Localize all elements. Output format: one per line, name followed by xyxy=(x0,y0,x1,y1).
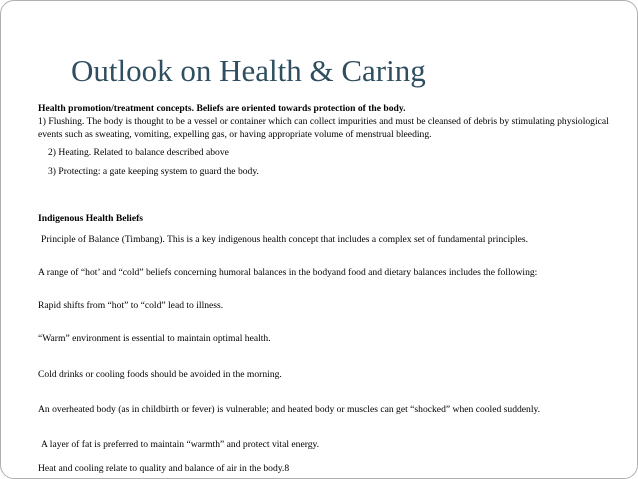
heading-health-promotion: Health promotion/treatment concepts. Beliefs are oriented towards protection of the body. xyxy=(38,103,406,114)
paragraph-protecting: 3) Protecting: a gate keeping system to guard the body. xyxy=(48,166,259,177)
paragraph-flushing: 1) Flushing. The body is thought to be a vessel or container which can collect impurities and must be cleansed of debris by stimulating physiological events such as sweating, vomiting, expelling gas, or having appropriate volume of menstrual bleeding. xyxy=(38,116,609,140)
paragraph-hot-cold: A range of “hot’ and “cold” beliefs concerning humoral balances in the bodyand food and dietary balances includes the following: xyxy=(38,267,538,278)
paragraph-fat-layer: A layer of fat is preferred to maintain “warmth” and protect vital energy. xyxy=(41,439,320,450)
paragraph-heat-cooling: Heat and cooling relate to quality and balance of air in the body.8 xyxy=(38,463,290,474)
paragraph-cold-drinks: Cold drinks or cooling foods should be avoided in the morning. xyxy=(38,369,282,380)
paragraph-rapid-shifts: Rapid shifts from “hot” to “cold” lead to illness. xyxy=(38,300,224,311)
slide-title: Outlook on Health & Caring xyxy=(71,53,426,88)
paragraph-overheated: An overheated body (as in childbirth or fever) is vulnerable; and heated body or muscles can get “shocked” when cooled suddenly. xyxy=(38,404,541,415)
paragraph-warm-environment: “Warm” environment is essential to maintain optimal health. xyxy=(38,333,271,344)
paragraph-balance: Principle of Balance (Timbang). This is a key indigenous health concept that includes a complex set of fundamental principles. xyxy=(41,234,529,245)
paragraph-heating: 2) Heating. Related to balance described above xyxy=(48,147,229,158)
heading-indigenous-beliefs: Indigenous Health Beliefs xyxy=(38,213,144,224)
